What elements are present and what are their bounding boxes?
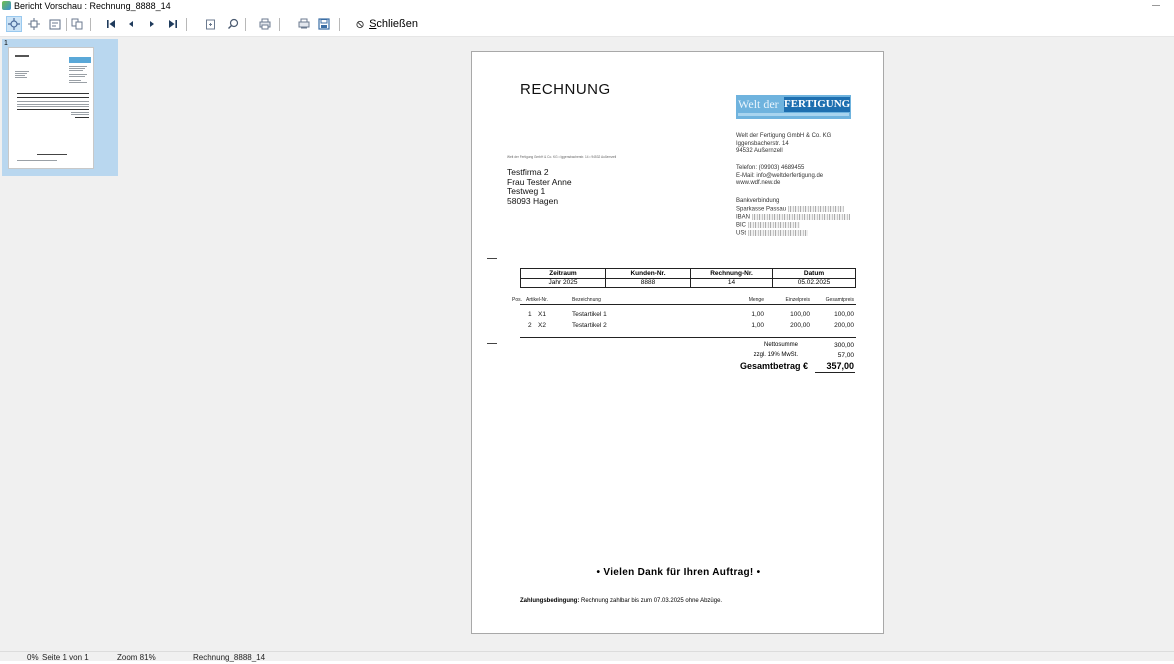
bank-line: USt [736,230,850,238]
print-button[interactable] [257,16,273,32]
payment-terms [520,598,722,604]
sender-line: Welt der Fertigung GmbH & Co. KG • Iggensbacherstr. 14 • 94532 Außernzell [507,155,617,159]
first-page-icon [106,19,116,29]
item-quantity: 1,00 [751,311,764,318]
bank-details [736,198,850,238]
status-report-name: Rechnung_8888_14 [193,653,266,662]
meta-header: Zeitraum [549,270,577,277]
save-icon [318,18,330,30]
recipient-line: Frau Tester Anne [507,176,572,187]
invoice-title: RECHNUNG [520,81,611,98]
export-icon [205,19,216,30]
company-address [736,133,831,156]
last-page-button[interactable] [165,16,181,32]
previous-page-button[interactable] [123,16,139,32]
status-zoom: Zoom 81% [117,653,156,662]
search-button[interactable] [225,16,241,32]
net-total-value: 300,00 [834,342,854,349]
contact-line: E-Mail: info@weltderfertigung.de [736,172,824,179]
status-bar [0,651,1174,661]
meta-value: 05.02.2025 [773,278,855,286]
company-logo [736,95,851,119]
meta-cell-customer [606,269,691,287]
vat-value: 57,00 [837,352,854,359]
last-page-icon [168,19,178,29]
invoice-meta-table [520,268,856,288]
report-page [471,51,884,634]
items-header-article: Artikel-Nr. [526,297,548,303]
bank-line: Sparkasse Passau [736,206,850,214]
logo-text-right: FERTIGUNG [784,98,851,110]
grand-total-underline [815,372,855,373]
meta-cell-period [521,269,606,287]
item-total: 200,00 [834,322,854,329]
toolbar-separator [90,18,91,31]
item-unit-price: 100,00 [790,311,810,318]
items-header-total: Gesamtpreis [825,297,854,303]
logo-strip [738,113,849,116]
crosshair-icon [28,18,40,30]
multi-page-icon [71,18,83,30]
grand-total-value: 357,00 [826,361,854,371]
toolbar-separator [186,18,187,31]
close-button[interactable] [356,16,418,32]
toolbar-separator [339,18,340,31]
bank-line: BIC [736,222,850,230]
toolbar-separator [279,18,280,31]
thumbnail-page-image [8,47,94,169]
items-header-unit-price: Einzelpreis [785,297,810,303]
recipient-line: Testfirma 2 [507,167,549,177]
page-setup-icon [49,18,61,30]
pointer-icon [8,18,20,30]
thumbnail-page-number: 1 [4,40,8,47]
window-title: Bericht Vorschau : Rechnung_8888_14 [14,1,171,11]
company-line: Welt der Fertigung GmbH & Co. KG [736,133,832,139]
items-header-rule [520,304,856,305]
close-button-label [369,18,418,30]
payment-terms-text: Rechnung zahlbar bis zum 07.03.2025 ohne Abzüge. [581,598,723,604]
company-line: Iggensbacherstr. 14 [736,140,789,147]
toolbar [0,12,1174,37]
meta-value: Jahr 2025 [521,278,605,286]
print-icon [259,18,271,30]
item-unit-price: 200,00 [790,322,810,329]
prev-page-icon [126,19,136,29]
grand-total-label: Gesamtbetrag € [739,361,808,371]
recipient-line: Testweg 1 [507,186,546,196]
item-article: X2 [538,322,546,329]
thank-you-message: • Vielen Dank für Ihren Auftrag! • [596,567,761,578]
crosshair-tool-button[interactable] [26,16,42,32]
item-pos: 1 [528,311,532,318]
fold-mark [487,343,497,344]
item-description: Testartikel 2 [572,322,607,329]
multi-page-button[interactable] [69,16,85,32]
toolbar-separator [66,18,67,31]
first-page-button[interactable] [103,16,119,32]
meta-header: Datum [803,270,825,277]
toolbar-separator [245,18,246,31]
status-page: Seite 1 von 1 [42,653,89,662]
item-article: X1 [538,311,546,318]
recipient-line: 58093 Hagen [507,195,559,206]
items-footer-rule [520,337,856,338]
payment-terms-label: Zahlungsbedingung: [520,598,580,604]
next-page-button[interactable] [144,16,160,32]
bank-line: IBAN [736,214,850,222]
thumbnail-panel [0,37,121,651]
close-label-mnemonic: S [369,18,377,30]
item-total: 100,00 [834,311,854,318]
pointer-tool-button[interactable] [6,16,22,32]
thumbnail-page-1[interactable] [2,39,118,176]
recipient-address [507,168,572,206]
contact-line: Telefon: (09903) 4689455 [736,165,805,171]
bank-line: Bankverbindung [736,198,780,204]
item-pos: 2 [528,322,532,329]
search-icon [227,18,239,30]
cancel-icon [356,19,364,30]
vat-label: zzgl. 19% MwSt. [753,352,798,358]
items-header-description: Bezeichnung [572,297,601,303]
item-quantity: 1,00 [751,322,764,329]
printer-setup-button[interactable] [296,16,312,32]
company-line: 94532 Außernzell [736,148,783,154]
net-total-label: Nettosumme [763,342,798,348]
logo-text-left: Welt der [738,97,779,111]
save-button[interactable] [316,16,332,32]
status-progress: 0% [27,653,39,662]
close-label-rest: chließen [376,18,418,30]
items-header-pos: Pos. [512,297,523,303]
contact-line: www.wdf.new.de [736,180,781,186]
meta-header: Kunden-Nr. [630,270,666,277]
printer-setup-icon [298,18,310,30]
export-button[interactable] [202,16,218,32]
meta-cell-date [773,269,855,287]
meta-header: Rechnung-Nr. [710,270,753,277]
title-bar [0,0,1174,12]
minimize-button[interactable] [1152,5,1160,6]
next-page-icon [147,19,157,29]
meta-value: 8888 [606,278,690,286]
company-contact [736,165,823,188]
app-icon [2,1,11,10]
items-header-quantity: Menge [748,297,764,303]
meta-cell-invoice-number [691,269,773,287]
meta-value: 14 [691,278,772,286]
page-setup-button[interactable] [47,16,63,32]
fold-mark [487,258,497,259]
item-description: Testartikel 1 [572,311,607,318]
